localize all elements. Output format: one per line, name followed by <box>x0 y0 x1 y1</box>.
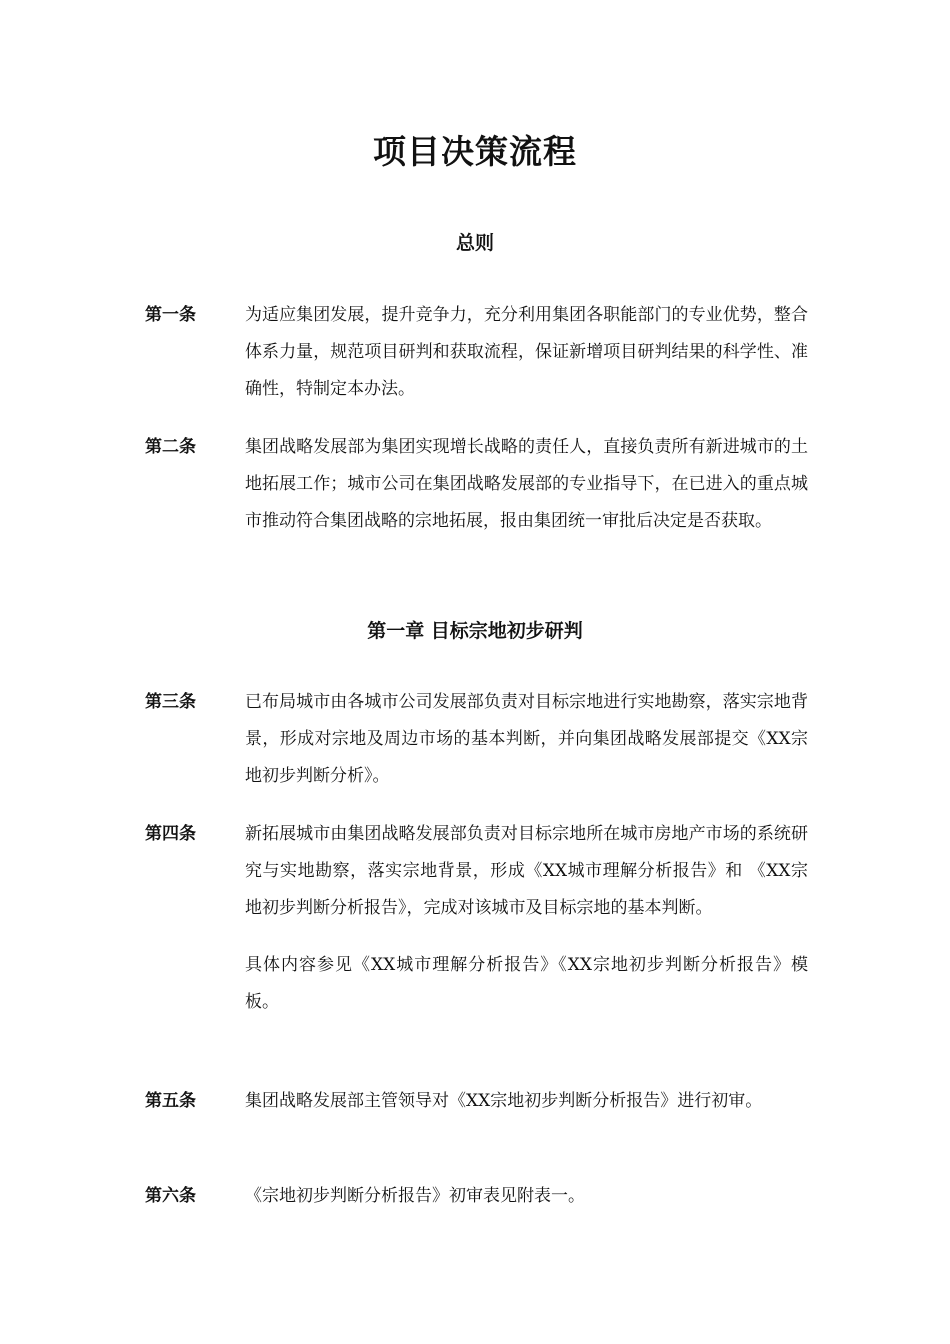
article-paragraph: 集团战略发展部主管领导对《XX宗地初步判断分析报告》进行初审。 <box>245 1091 763 1111</box>
article-label: 第六条 <box>145 1186 196 1206</box>
article-body <box>245 297 808 408</box>
article-body <box>245 816 808 1021</box>
article-body <box>245 1178 808 1215</box>
article-body <box>245 429 808 540</box>
article-paragraph: 为适应集团发展，提升竞争力，充分利用集团各职能部门的专业优势，整合体系力量，规范项目研判和获取流程，保证新增项目研判结果的科学性、准确性，特制定本办法。 <box>245 305 808 399</box>
article-body <box>245 684 808 795</box>
article-paragraph: 新拓展城市由集团战略发展部负责对目标宗地所在城市房地产市场的系统研究与实地勘察，落实宗地背景，形成《XX城市理解分析报告》和 《XX宗地初步判断分析报告》，完成对该城市及目标宗地的基本判断。 <box>245 824 808 918</box>
document-title: 项目决策流程 <box>373 132 577 171</box>
article-label: 第一条 <box>145 305 196 325</box>
article-label: 第五条 <box>145 1091 196 1111</box>
article-paragraph: 具体内容参见《XX城市理解分析报告》《XX宗地初步判断分析报告》模板。 <box>245 955 808 1012</box>
article-label: 第二条 <box>145 437 196 457</box>
article-paragraph: 集团战略发展部为集团实现增长战略的责任人，直接负责所有新进城市的土地拓展工作；城市公司在集团战略发展部的专业指导下，在已进入的重点城市推动符合集团战略的宗地拓展，报由集团统一审批后决定是否获取。 <box>245 437 808 531</box>
article-label: 第四条 <box>145 824 196 844</box>
article-label: 第三条 <box>145 692 196 712</box>
section-heading-general: 总则 <box>455 232 494 254</box>
article-paragraph: 已布局城市由各城市公司发展部负责对目标宗地进行实地勘察，落实宗地背景，形成对宗地及周边市场的基本判断，并向集团战略发展部提交《XX宗地初步判断分析》。 <box>245 692 808 786</box>
article-paragraph: 《宗地初步判断分析报告》初审表见附表一。 <box>245 1186 585 1206</box>
article-body <box>245 1083 808 1120</box>
section-heading-chapter-1: 第一章 目标宗地初步研判 <box>367 620 583 642</box>
